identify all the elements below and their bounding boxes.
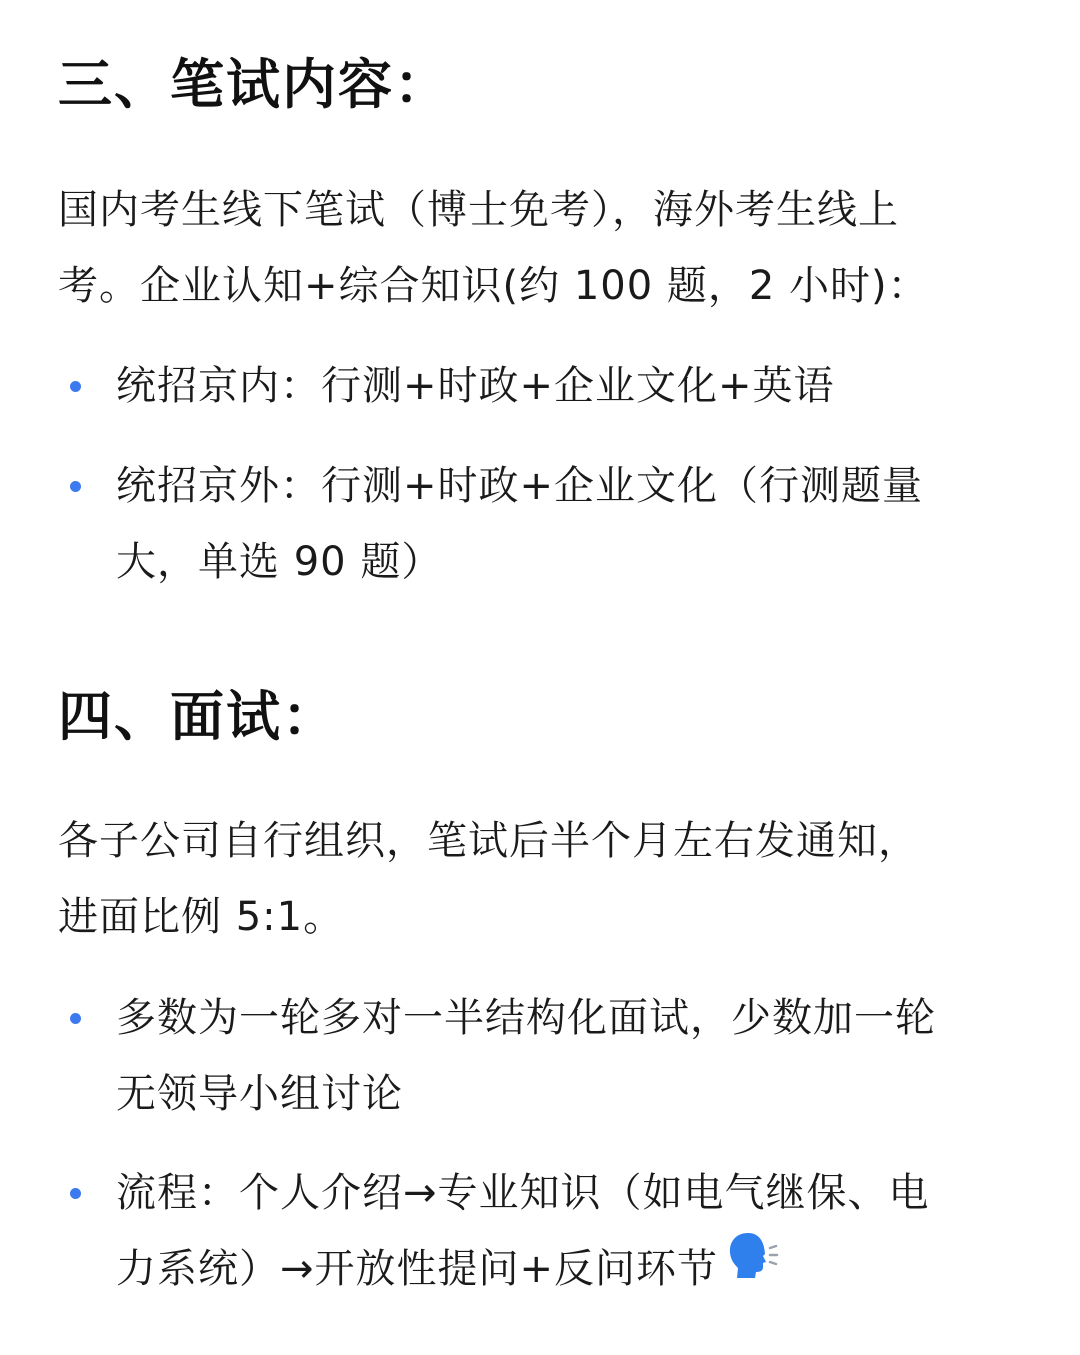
bullet-dot-icon <box>70 381 81 392</box>
list-item-line-text: 力系统）→开放性提问+反问环节 <box>116 1246 719 1292</box>
list-item-text <box>116 1155 1036 1307</box>
list-item-line: 多数为一轮多对一半结构化面试，少数加一轮 <box>116 995 936 1041</box>
list-item-line: 统招京外：行测+时政+企业文化（行测题量 <box>116 463 924 509</box>
list-item-line: 流程：个人介绍→专业知识（如电气继保、电 <box>116 1170 930 1216</box>
section-4-heading: 四、面试： <box>58 685 338 748</box>
list-item-text <box>116 980 1036 1132</box>
bullet-dot-icon <box>70 481 81 492</box>
section-4-paragraph <box>58 803 1018 955</box>
list-item-line: 统招京内：行测+时政+企业文化+英语 <box>116 363 835 409</box>
paragraph-line: 国内考生线下笔试（博士免考），海外考生线上 <box>58 187 899 233</box>
list-item-line: 无领导小组讨论 <box>116 1071 403 1117</box>
bullet-dot-icon <box>70 1013 81 1024</box>
bullet-dot-icon <box>70 1188 81 1199</box>
list-item-line <box>116 1231 1036 1307</box>
list-item-text <box>116 348 1036 424</box>
list-item-line: 大，单选 90 题） <box>116 539 443 585</box>
section-3-heading: 三、笔试内容： <box>58 53 450 116</box>
paragraph-line: 考。企业认知+综合知识(约 100 题，2 小时)： <box>58 263 929 309</box>
speaking-head-icon <box>726 1229 784 1305</box>
list-item-text <box>116 448 1036 600</box>
section-3-paragraph <box>58 172 1018 324</box>
paragraph-line: 进面比例 5:1。 <box>58 894 345 940</box>
paragraph-line: 各子公司自行组织，笔试后半个月左右发通知， <box>58 818 919 864</box>
